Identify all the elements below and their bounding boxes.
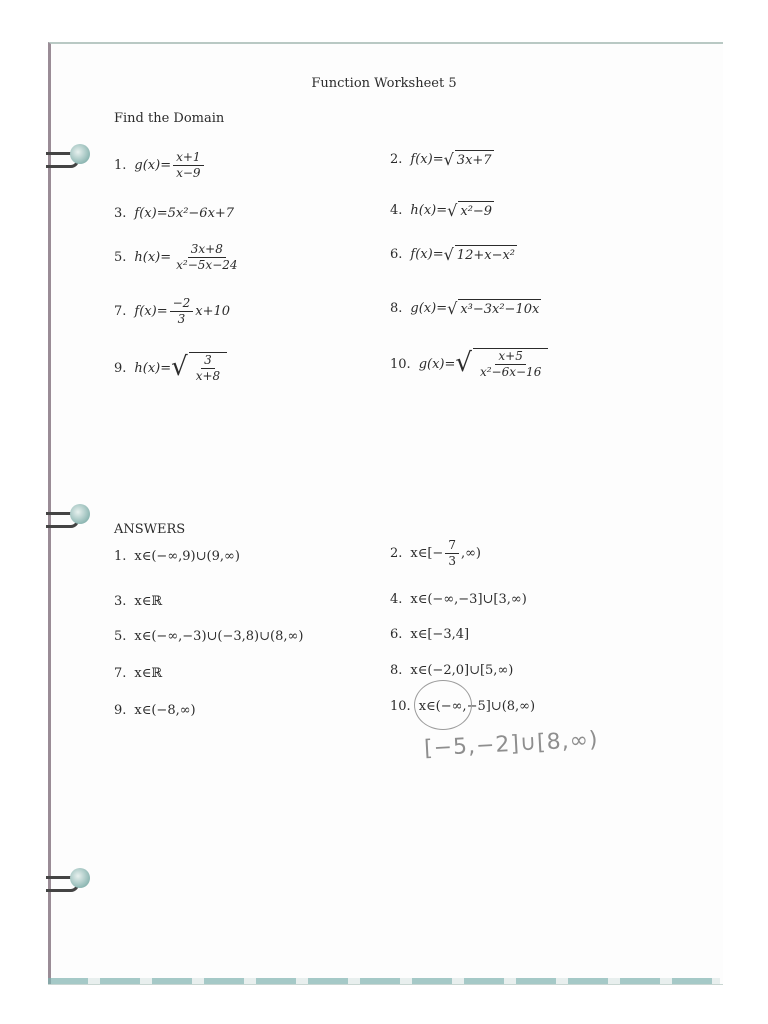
radicand: x²−9	[458, 201, 494, 220]
square-root: √ x³−3x²−10x	[447, 299, 540, 318]
problem-lhs: g(x)=	[134, 158, 172, 173]
worksheet-page	[48, 42, 723, 984]
problem-number: 7.	[114, 304, 127, 319]
problem-fraction	[193, 353, 223, 384]
problem-9	[114, 352, 227, 384]
problem-number: 4.	[390, 203, 403, 218]
square-root: √ 12+x−x²	[443, 245, 515, 264]
answer-text: x∈ℝ	[134, 666, 163, 681]
problem-lhs: f(x)=	[134, 304, 168, 319]
problem-fraction	[477, 349, 544, 380]
square-root: √ x²−9	[447, 201, 493, 220]
answer-number: 7.	[114, 666, 127, 681]
binder-ring	[46, 870, 86, 892]
problem-number: 9.	[114, 360, 127, 376]
problem-fraction	[173, 150, 203, 181]
square-root: √ $\frac{x+5}{\text{x²−6x−16}}$	[455, 348, 548, 380]
numerator: x+5	[495, 349, 525, 365]
problem-3	[114, 206, 234, 221]
answer-2	[390, 538, 481, 569]
answer-number: 6.	[390, 627, 403, 642]
square-root: √ 3x+7	[443, 150, 492, 169]
numerator: 3x+8	[188, 242, 226, 258]
answer-text: x∈(−∞,−3]∪[3,∞)	[410, 592, 527, 607]
answer-number: 9.	[114, 703, 127, 718]
answer-number: 3.	[114, 594, 127, 609]
denominator: x+8	[195, 369, 221, 383]
problem-1	[114, 150, 206, 181]
problem-lhs: h(x)=	[410, 203, 448, 218]
square-root: √ $\frac{3}{x+8}$	[171, 352, 227, 384]
problem-6	[390, 245, 517, 264]
problem-number: 5.	[114, 250, 127, 265]
binder-ring	[46, 506, 86, 528]
problem-2	[390, 150, 494, 169]
radicand: x³−3x²−10x	[458, 299, 541, 318]
radicand: 3x+7	[455, 150, 494, 169]
page-title: Function Worksheet 5	[311, 76, 457, 91]
problem-10	[390, 348, 548, 380]
problem-lhs: h(x)=	[134, 250, 172, 265]
numerator: 3	[201, 353, 215, 369]
problem-lhs: f(x)=	[410, 247, 444, 262]
problem-rest: x+10	[195, 304, 231, 319]
problem-4	[390, 201, 494, 220]
problem-lhs: g(x)=	[410, 301, 448, 316]
answer-1	[114, 549, 240, 564]
answer-4	[390, 592, 527, 607]
answers-heading: ANSWERS	[114, 522, 186, 537]
answer-text: x∈[−	[410, 546, 444, 561]
problem-8	[390, 299, 541, 318]
answer-6	[390, 627, 469, 642]
answer-text: x∈(−∞,−5]∪(8,∞)	[418, 699, 536, 714]
problem-number: 2.	[390, 152, 403, 167]
numerator: x+1	[173, 150, 203, 166]
answer-text: x∈(−∞,9)∪(9,∞)	[134, 549, 240, 564]
answer-number: 8.	[390, 663, 403, 678]
problem-number: 1.	[114, 158, 127, 173]
problem-lhs: f(x)=	[410, 152, 444, 167]
denominator: x²−5x−24	[176, 258, 238, 272]
problem-7	[114, 296, 230, 327]
section-heading: Find the Domain	[114, 111, 225, 126]
answer-text: x∈[−3,4]	[410, 627, 470, 642]
problem-lhs: g(x)=	[418, 356, 456, 372]
pencil-circle-mark	[414, 680, 472, 730]
answer-text: x∈(−∞,−3)∪(−3,8)∪(8,∞)	[134, 629, 304, 644]
answer-8	[390, 663, 513, 678]
answer-9	[114, 703, 196, 718]
problem-number: 6.	[390, 247, 403, 262]
answer-7	[114, 666, 162, 681]
numerator: 7	[445, 538, 459, 554]
denominator: 3	[448, 554, 456, 568]
problem-number: 3.	[114, 206, 127, 221]
answer-number: 1.	[114, 549, 127, 564]
problem-fraction	[173, 242, 240, 273]
problem-number: 8.	[390, 301, 403, 316]
problem-5	[114, 242, 243, 273]
problem-fraction	[170, 296, 194, 327]
answer-number: 5.	[114, 629, 127, 644]
handwritten-correction: [−5,−2]∪[8,∞)	[423, 727, 600, 762]
answer-3	[114, 594, 162, 609]
answer-fraction	[445, 538, 459, 569]
answer-5	[114, 629, 303, 644]
denominator: 3	[177, 312, 186, 326]
page-edge	[48, 978, 720, 984]
denominator: x−9	[176, 166, 201, 180]
answer-number: 10.	[390, 699, 411, 714]
numerator: −2	[170, 296, 194, 312]
denominator: x²−6x−16	[479, 365, 542, 379]
answer-number: 4.	[390, 592, 403, 607]
radicand: 12+x−x²	[455, 245, 517, 264]
binder-ring	[46, 146, 86, 168]
problem-lhs: h(x)=	[134, 360, 172, 376]
problem-number: 10.	[390, 356, 411, 372]
answer-text: x∈(−2,0]∪[5,∞)	[410, 663, 514, 678]
answer-number: 2.	[390, 546, 403, 561]
problem-expression: f(x)=5x²−6x+7	[134, 206, 235, 221]
answer-text: x∈ℝ	[134, 594, 163, 609]
answer-text: ,∞)	[460, 546, 482, 561]
answer-text: x∈(−8,∞)	[134, 703, 196, 718]
